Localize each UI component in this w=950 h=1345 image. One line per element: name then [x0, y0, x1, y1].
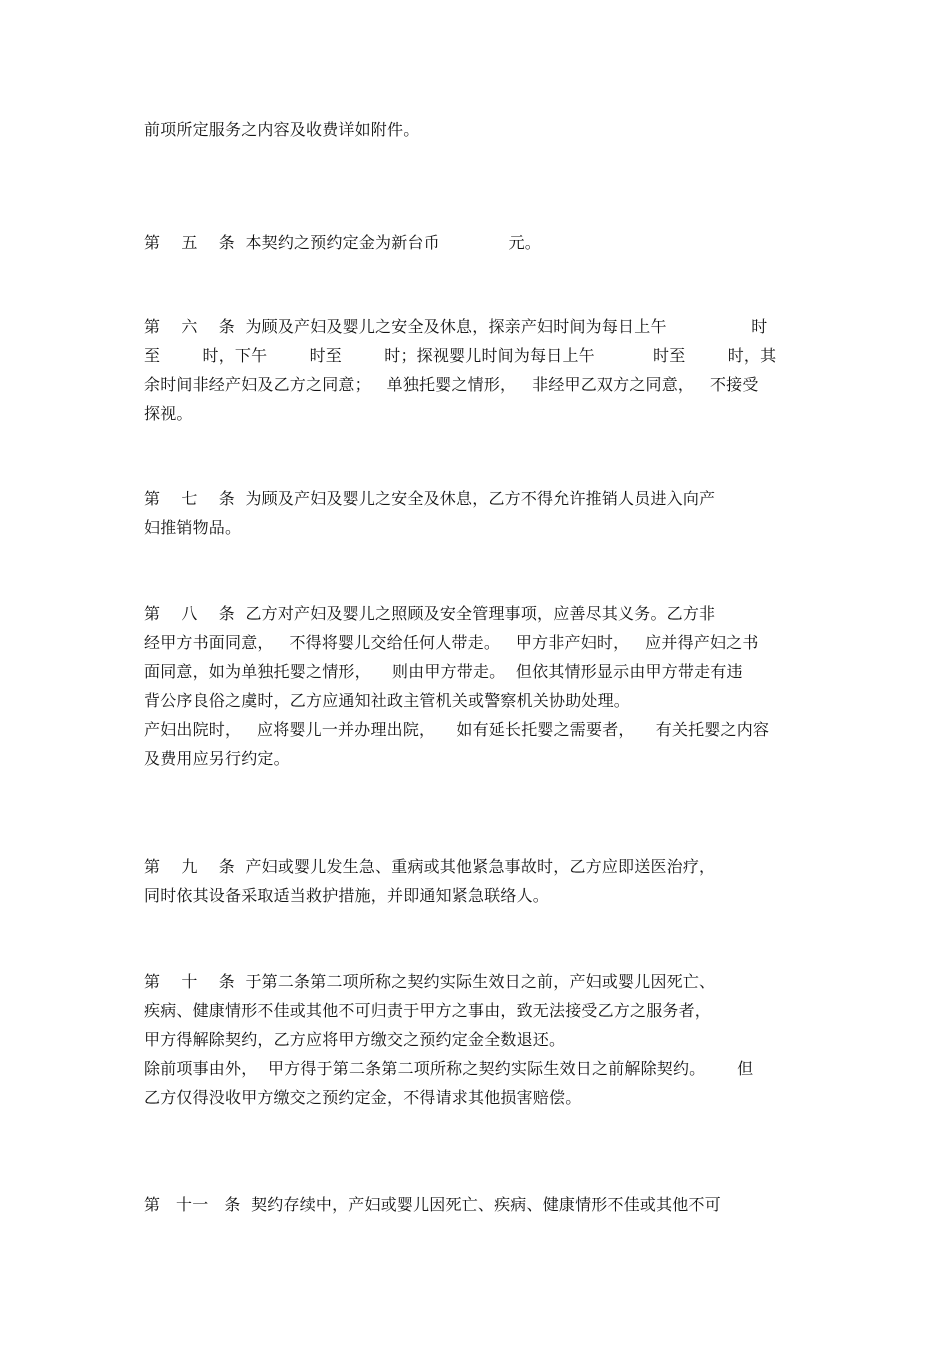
text-line: 面同意，如为单独托婴之情形， 则由甲方带走。 但依其情形显示由甲方带走有违 [144, 662, 743, 681]
text-line: 除前项事由外， 甲方得于第二条第二项所称之契约实际生效日之前解除契约。 但 [144, 1059, 754, 1078]
article-7-heading-line: 第 七 条 为顾及产妇及婴儿之安全及休息，乙方不得允许推销人员进入向产 [144, 489, 716, 508]
article-9-heading-line: 第 九 条 产妇或婴儿发生急、重病或其他紧急事故时，乙方应即送医治疗， [144, 857, 716, 876]
text-line: 同时依其设备采取适当救护措施，并即通知紧急联络人。 [144, 886, 550, 905]
article-6-heading-line: 第 六 条 为顾及产妇及婴儿之安全及休息，探亲产妇时间为每日上午 时 [144, 317, 768, 336]
text-line: 探视。 [144, 404, 193, 423]
text-line: 乙方仅得没收甲方缴交之预约定金，不得请求其他损害赔偿。 [144, 1088, 582, 1107]
text-line: 前项所定服务之内容及收费详如附件。 [144, 120, 420, 139]
text-line: 背公序良俗之虞时，乙方应通知社政主管机关或警察机关协助处理。 [144, 691, 631, 710]
text-line: 至 时，下午 时至 时；探视婴儿时间为每日上午 时至 时，其 [144, 346, 777, 365]
article-5-heading-line: 第 五 条 本契约之预约定金为新台币 元。 [144, 233, 541, 252]
text-line: 余时间非经产妇及乙方之同意； 单独托婴之情形， 非经甲乙双方之同意， 不接受 [144, 375, 759, 394]
article-10-heading-line: 第 十 条 于第二条第二项所称之契约实际生效日之前，产妇或婴儿因死亡、 [144, 972, 716, 991]
text-line: 妇推销物品。 [144, 518, 242, 537]
article-11-heading-line: 第 十一 条 契约存续中，产妇或婴儿因死亡、疾病、健康情形不佳或其他不可 [144, 1195, 721, 1214]
article-8-heading-line: 第 八 条 乙方对产妇及婴儿之照顾及安全管理事项，应善尽其义务。乙方非 [144, 604, 716, 623]
text-line: 产妇出院时， 应将婴儿一并办理出院， 如有延长托婴之需要者， 有关托婴之内容 [144, 720, 770, 739]
text-line: 及费用应另行约定。 [144, 749, 290, 768]
text-line: 经甲方书面同意， 不得将婴儿交给任何人带走。 甲方非产妇时， 应并得产妇之书 [144, 633, 759, 652]
text-line: 甲方得解除契约，乙方应将甲方缴交之预约定金全数退还。 [144, 1030, 566, 1049]
text-line: 疾病、健康情形不佳或其他不可归责于甲方之事由，致无法接受乙方之服务者， [144, 1001, 712, 1020]
